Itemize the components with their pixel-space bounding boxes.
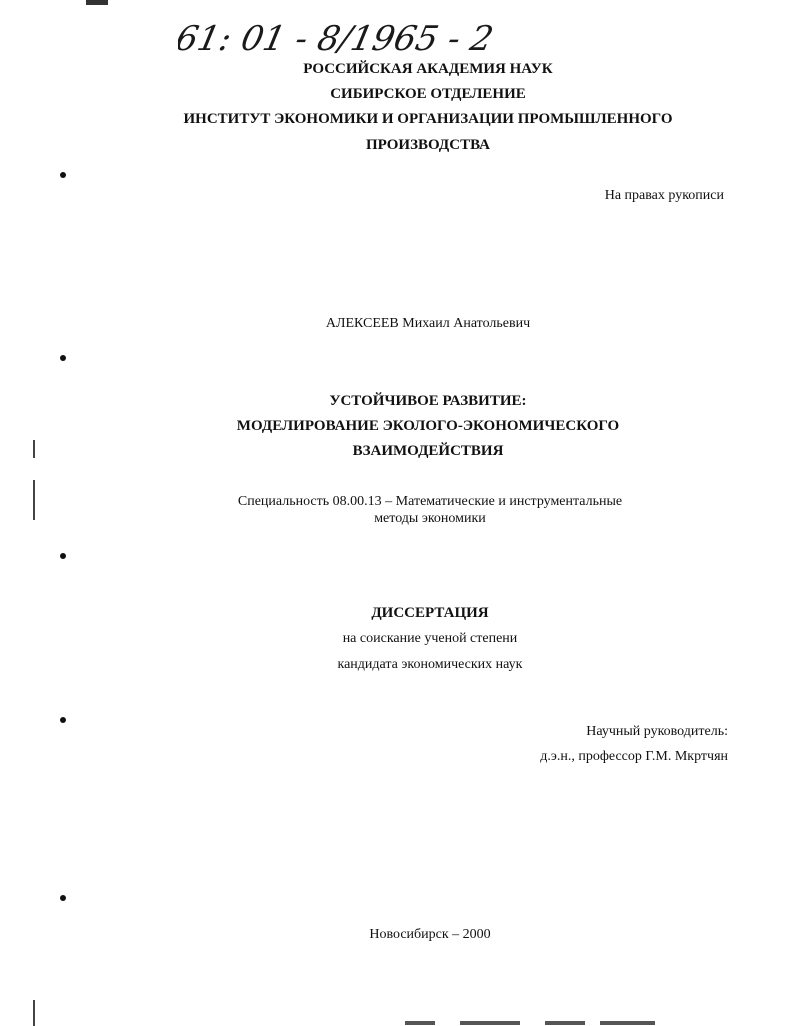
scan-artifact: [545, 1021, 585, 1025]
supervisor-label: Научный руководитель:: [586, 724, 728, 739]
dissertation-heading: ДИССЕРТАЦИЯ: [371, 605, 489, 621]
scan-artifact: [405, 1021, 435, 1025]
supervisor-name: д.э.н., профессор Г.М. Мкртчян: [540, 749, 728, 764]
author-name: АЛЕКСЕЕВ Михаил Анатольевич: [325, 316, 531, 331]
scan-artifact: [460, 1021, 520, 1025]
scan-edge-line: [33, 480, 35, 520]
scan-artifact: [600, 1021, 655, 1025]
dissertation-line-2: кандидата экономических наук: [337, 657, 523, 672]
scan-edge-line: [33, 440, 35, 458]
title-line-1: УСТОЙЧИВОЕ РАЗВИТИЕ:: [329, 393, 527, 409]
title-line-2: МОДЕЛИРОВАНИЕ ЭКОЛОГО-ЭКОНОМИЧЕСКОГО: [236, 418, 620, 434]
manuscript-note: На правах рукописи: [604, 188, 724, 203]
dissertation-line-1: на соискание ученой степени: [342, 631, 518, 646]
specialty-line-2: методы экономики: [374, 511, 486, 526]
binding-dot: [60, 717, 66, 723]
scan-artifact: [86, 0, 108, 5]
title-line-3: ВЗАИМОДЕЙСТВИЯ: [352, 443, 504, 459]
svg-text:61: 01 - 8/1965 - 2: 61: 01 - 8/1965 - 2: [178, 19, 497, 59]
binding-dot: [60, 172, 66, 178]
archive-number-handwritten: [178, 12, 538, 62]
place-year: Новосибирск – 2000: [369, 927, 491, 942]
specialty-line-1: Специальность 08.00.13 – Математические и инструментальные: [237, 494, 623, 509]
org-line-2: СИБИРСКОЕ ОТДЕЛЕНИЕ: [330, 86, 526, 102]
binding-dot: [60, 553, 66, 559]
org-line-4: ПРОИЗВОДСТВА: [366, 137, 490, 153]
binding-dot: [60, 895, 66, 901]
org-line-1: РОССИЙСКАЯ АКАДЕМИЯ НАУК: [303, 61, 553, 77]
scan-edge-line: [33, 1000, 35, 1026]
org-line-3: ИНСТИТУТ ЭКОНОМИКИ И ОРГАНИЗАЦИИ ПРОМЫШЛЕННОГО: [183, 111, 673, 127]
binding-dot: [60, 355, 66, 361]
